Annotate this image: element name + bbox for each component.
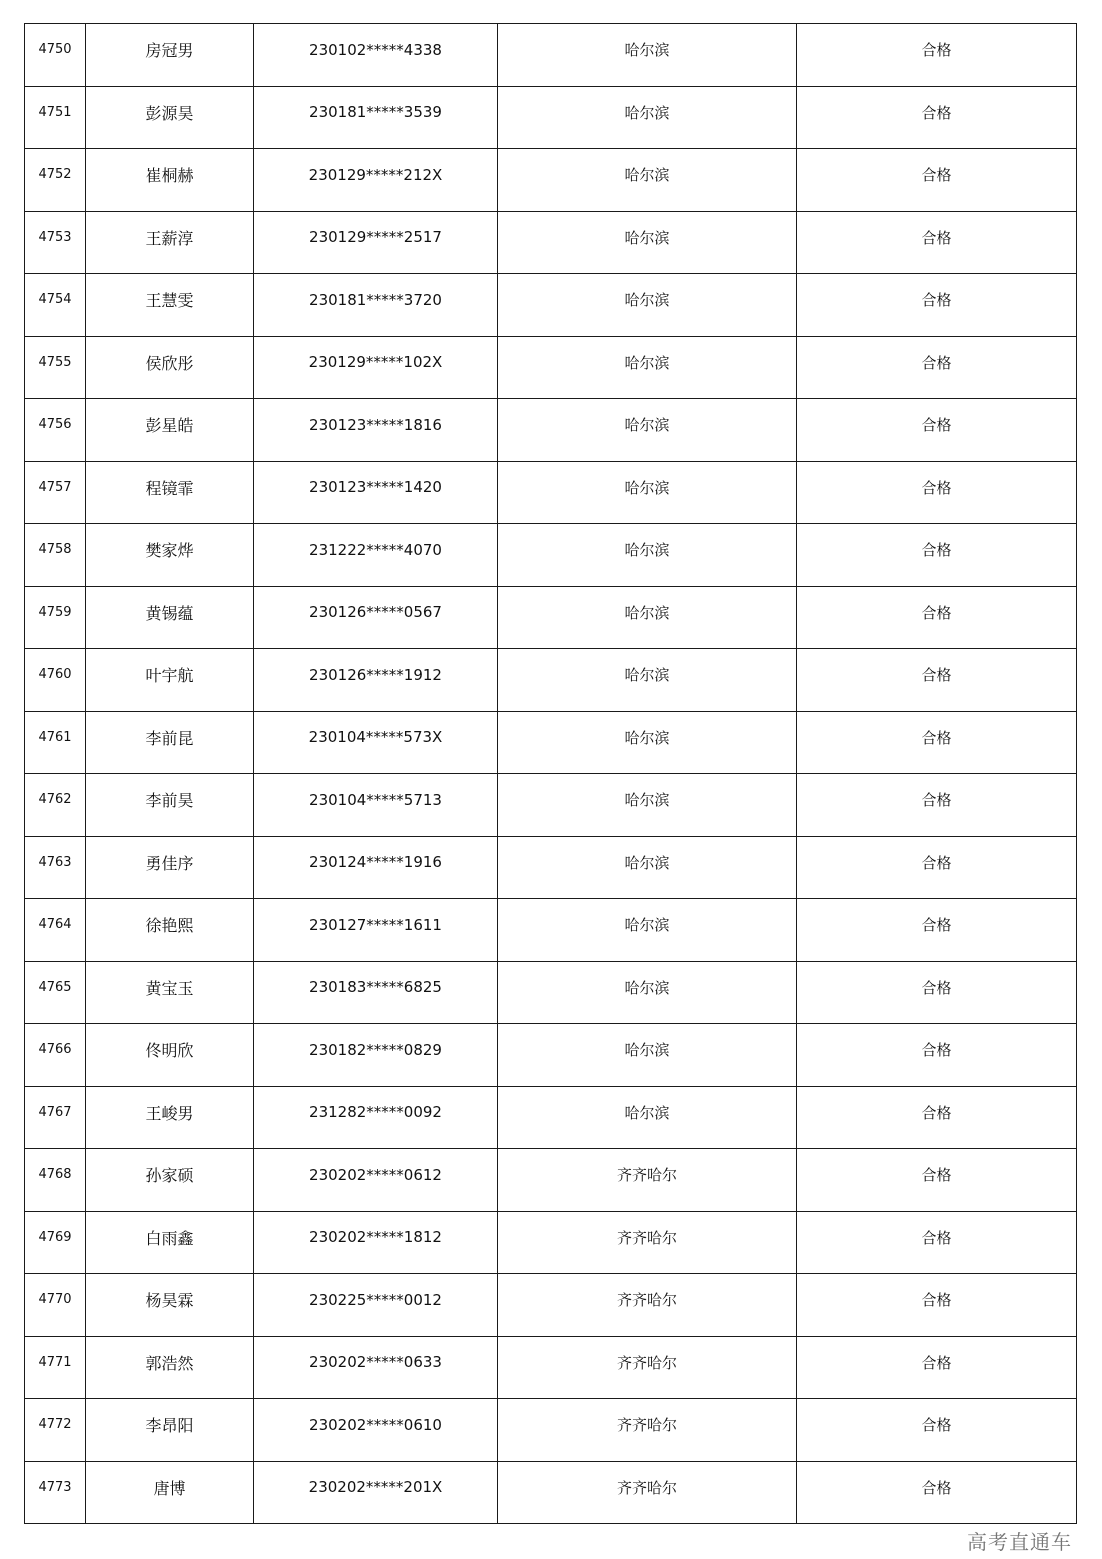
city-cell	[498, 274, 797, 337]
serial-number-cell-text: 4752	[38, 167, 72, 183]
name-cell	[86, 774, 254, 837]
city-cell	[498, 1461, 797, 1524]
name-cell	[86, 899, 254, 962]
result-cell-text: 合格	[921, 1166, 952, 1185]
city-cell-text: 齐齐哈尔	[616, 1353, 677, 1372]
city-cell	[498, 774, 797, 837]
serial-number-cell-text: 4755	[38, 354, 72, 370]
serial-number-cell-text: 4758	[38, 542, 72, 558]
result-cell-text: 合格	[921, 166, 952, 185]
result-cell-text: 合格	[921, 1291, 952, 1310]
id-number-cell	[254, 524, 498, 587]
serial-number-cell-text: 4767	[38, 1104, 72, 1120]
table-row	[25, 1149, 1077, 1212]
serial-number-cell	[25, 461, 86, 524]
result-cell-text: 合格	[921, 1103, 952, 1122]
name-cell	[86, 24, 254, 87]
table-row	[25, 524, 1077, 587]
id-number-cell	[254, 1149, 498, 1212]
serial-number-cell-text: 4754	[38, 292, 72, 308]
city-cell	[498, 336, 797, 399]
id-number-cell-text: 230123*****1816	[309, 415, 442, 434]
id-number-cell-text: 230202*****0612	[309, 1165, 442, 1184]
city-cell-text: 哈尔滨	[624, 1041, 670, 1060]
city-cell-text: 齐齐哈尔	[616, 1228, 677, 1247]
table-row	[25, 336, 1077, 399]
result-cell	[797, 1211, 1077, 1274]
city-cell-text: 齐齐哈尔	[616, 1291, 677, 1310]
id-number-cell	[254, 1336, 498, 1399]
watermark: 高考直通车	[967, 1530, 1072, 1554]
serial-number-cell-text: 4757	[38, 479, 72, 495]
id-number-cell	[254, 774, 498, 837]
name-cell	[86, 1211, 254, 1274]
city-cell-text: 哈尔滨	[624, 103, 670, 122]
city-cell-text: 哈尔滨	[624, 166, 670, 185]
serial-number-cell-text: 4771	[38, 1354, 72, 1370]
result-cell-text: 合格	[921, 1416, 952, 1435]
table-row	[25, 86, 1077, 149]
serial-number-cell	[25, 1399, 86, 1462]
table-row	[25, 461, 1077, 524]
name-cell	[86, 336, 254, 399]
serial-number-cell-text: 4770	[38, 1292, 72, 1308]
id-number-cell	[254, 1461, 498, 1524]
result-cell-text: 合格	[921, 103, 952, 122]
result-cell-text: 合格	[921, 666, 952, 685]
serial-number-cell-text: 4750	[38, 42, 72, 58]
result-cell-text: 合格	[921, 416, 952, 435]
serial-number-cell-text: 4772	[38, 1417, 72, 1433]
serial-number-cell	[25, 1274, 86, 1337]
name-cell-text: 李前昆	[145, 728, 194, 748]
serial-number-cell-text: 4762	[38, 792, 72, 808]
city-cell	[498, 1086, 797, 1149]
result-cell	[797, 836, 1077, 899]
city-cell-text: 哈尔滨	[624, 916, 670, 935]
result-cell-text: 合格	[921, 478, 952, 497]
serial-number-cell	[25, 1461, 86, 1524]
serial-number-cell	[25, 899, 86, 962]
name-cell	[86, 1274, 254, 1337]
table-row	[25, 149, 1077, 212]
city-cell-text: 哈尔滨	[624, 291, 670, 310]
city-cell	[498, 961, 797, 1024]
result-cell	[797, 1461, 1077, 1524]
table-row	[25, 1274, 1077, 1337]
serial-number-cell	[25, 336, 86, 399]
name-cell	[86, 1461, 254, 1524]
serial-number-cell-text: 4766	[38, 1042, 72, 1058]
result-cell-text: 合格	[921, 791, 952, 810]
city-cell-text: 哈尔滨	[624, 791, 670, 810]
city-cell	[498, 211, 797, 274]
serial-number-cell	[25, 1024, 86, 1087]
id-number-cell-text: 230181*****3720	[309, 290, 442, 309]
city-cell-text: 哈尔滨	[624, 478, 670, 497]
id-number-cell-text: 230202*****0633	[309, 1353, 442, 1372]
city-cell	[498, 86, 797, 149]
city-cell	[498, 1024, 797, 1087]
city-cell-text: 哈尔滨	[624, 728, 670, 747]
city-cell	[498, 1211, 797, 1274]
table-row	[25, 836, 1077, 899]
name-cell	[86, 86, 254, 149]
id-number-cell-text: 230182*****0829	[309, 1040, 442, 1059]
id-number-cell	[254, 1086, 498, 1149]
result-cell	[797, 211, 1077, 274]
city-cell	[498, 711, 797, 774]
table-row	[25, 1461, 1077, 1524]
result-cell	[797, 24, 1077, 87]
city-cell-text: 哈尔滨	[624, 541, 670, 560]
city-cell-text: 哈尔滨	[624, 41, 670, 60]
name-cell	[86, 211, 254, 274]
table-row	[25, 1211, 1077, 1274]
name-cell-text: 樊家烨	[145, 541, 194, 561]
result-cell-text: 合格	[921, 853, 952, 872]
name-cell	[86, 649, 254, 712]
id-number-cell-text: 230102*****4338	[309, 40, 442, 59]
result-cell	[797, 586, 1077, 649]
id-number-cell-text: 230127*****1611	[309, 915, 442, 934]
name-cell-text: 唐博	[153, 1478, 186, 1498]
name-cell	[86, 1149, 254, 1212]
name-cell	[86, 961, 254, 1024]
serial-number-cell-text: 4773	[38, 1479, 72, 1495]
result-cell	[797, 1274, 1077, 1337]
result-cell	[797, 1336, 1077, 1399]
result-cell	[797, 774, 1077, 837]
id-number-cell-text: 230104*****5713	[309, 790, 442, 809]
id-number-cell-text: 230129*****2517	[309, 228, 442, 247]
id-number-cell	[254, 586, 498, 649]
table-row	[25, 274, 1077, 337]
name-cell-text: 叶宇航	[145, 666, 194, 686]
result-cell	[797, 649, 1077, 712]
name-cell-text: 黄锡蕴	[145, 603, 194, 623]
name-cell	[86, 461, 254, 524]
result-cell-text: 合格	[921, 1353, 952, 1372]
serial-number-cell	[25, 961, 86, 1024]
name-cell	[86, 711, 254, 774]
name-cell	[86, 274, 254, 337]
city-cell	[498, 836, 797, 899]
result-cell-text: 合格	[921, 353, 952, 372]
result-cell-text: 合格	[921, 291, 952, 310]
serial-number-cell	[25, 1211, 86, 1274]
result-cell	[797, 1399, 1077, 1462]
city-cell	[498, 899, 797, 962]
city-cell	[498, 461, 797, 524]
name-cell-text: 孙家硕	[145, 1166, 194, 1186]
result-cell	[797, 399, 1077, 462]
result-cell-text: 合格	[921, 978, 952, 997]
name-cell	[86, 1086, 254, 1149]
id-number-cell	[254, 211, 498, 274]
result-cell-text: 合格	[921, 228, 952, 247]
name-cell-text: 佟明欣	[145, 1041, 194, 1061]
city-cell-text: 哈尔滨	[624, 228, 670, 247]
name-cell-text: 黄宝玉	[145, 978, 194, 998]
serial-number-cell	[25, 399, 86, 462]
serial-number-cell-text: 4769	[38, 1229, 72, 1245]
name-cell	[86, 1336, 254, 1399]
name-cell-text: 勇佳序	[145, 853, 194, 873]
name-cell-text: 王慧雯	[145, 291, 194, 311]
result-cell	[797, 149, 1077, 212]
serial-number-cell-text: 4756	[38, 417, 72, 433]
result-cell	[797, 711, 1077, 774]
table-row	[25, 711, 1077, 774]
city-cell-text: 哈尔滨	[624, 603, 670, 622]
serial-number-cell-text: 4761	[38, 729, 72, 745]
id-number-cell-text: 230202*****0610	[309, 1415, 442, 1434]
serial-number-cell	[25, 524, 86, 587]
result-cell	[797, 899, 1077, 962]
table-row	[25, 1086, 1077, 1149]
name-cell-text: 彭星皓	[145, 416, 194, 436]
serial-number-cell-text: 4764	[38, 917, 72, 933]
serial-number-cell	[25, 86, 86, 149]
name-cell-text: 杨昊霖	[145, 1291, 194, 1311]
serial-number-cell-text: 4751	[38, 104, 72, 120]
table-row	[25, 24, 1077, 87]
roster-table	[24, 23, 1077, 1524]
serial-number-cell-text: 4759	[38, 604, 72, 620]
result-cell-text: 合格	[921, 916, 952, 935]
id-number-cell-text: 230183*****6825	[309, 978, 442, 997]
name-cell	[86, 586, 254, 649]
result-cell	[797, 1024, 1077, 1087]
city-cell	[498, 586, 797, 649]
id-number-cell-text: 230129*****212X	[308, 165, 443, 184]
city-cell	[498, 1149, 797, 1212]
serial-number-cell	[25, 1086, 86, 1149]
name-cell-text: 彭源昊	[145, 103, 194, 123]
name-cell	[86, 836, 254, 899]
table-row	[25, 899, 1077, 962]
id-number-cell	[254, 1399, 498, 1462]
id-number-cell-text: 231282*****0092	[309, 1103, 442, 1122]
serial-number-cell-text: 4753	[38, 229, 72, 245]
name-cell-text: 李前昊	[145, 791, 194, 811]
result-cell	[797, 524, 1077, 587]
serial-number-cell	[25, 1149, 86, 1212]
serial-number-cell-text: 4763	[38, 854, 72, 870]
id-number-cell-text: 230126*****1912	[309, 665, 442, 684]
city-cell	[498, 1399, 797, 1462]
id-number-cell-text: 230126*****0567	[309, 603, 442, 622]
id-number-cell-text: 230225*****0012	[309, 1290, 442, 1309]
table-row	[25, 399, 1077, 462]
name-cell-text: 崔桐赫	[145, 166, 194, 186]
name-cell-text: 白雨鑫	[145, 1228, 194, 1248]
id-number-cell-text: 231222*****4070	[309, 540, 442, 559]
table-row	[25, 1336, 1077, 1399]
id-number-cell-text: 230124*****1916	[309, 853, 442, 872]
id-number-cell-text: 230104*****573X	[308, 728, 443, 747]
name-cell-text: 王薪淳	[145, 228, 194, 248]
result-cell-text: 合格	[921, 728, 952, 747]
city-cell-text: 哈尔滨	[624, 353, 670, 372]
city-cell-text: 哈尔滨	[624, 1103, 670, 1122]
result-cell-text: 合格	[921, 541, 952, 560]
id-number-cell	[254, 1024, 498, 1087]
table-row	[25, 211, 1077, 274]
serial-number-cell-text: 4765	[38, 979, 72, 995]
result-cell-text: 合格	[921, 1041, 952, 1060]
city-cell	[498, 524, 797, 587]
result-cell	[797, 336, 1077, 399]
name-cell	[86, 524, 254, 587]
name-cell-text: 房冠男	[145, 41, 194, 61]
city-cell	[498, 149, 797, 212]
result-cell	[797, 274, 1077, 337]
serial-number-cell-text: 4760	[38, 667, 72, 683]
serial-number-cell	[25, 774, 86, 837]
table-row	[25, 774, 1077, 837]
result-cell-text: 合格	[921, 1478, 952, 1497]
id-number-cell	[254, 836, 498, 899]
serial-number-cell	[25, 836, 86, 899]
serial-number-cell	[25, 149, 86, 212]
table-row	[25, 961, 1077, 1024]
id-number-cell	[254, 1274, 498, 1337]
city-cell	[498, 1336, 797, 1399]
id-number-cell	[254, 649, 498, 712]
roster-table-body	[25, 24, 1077, 1524]
name-cell	[86, 399, 254, 462]
id-number-cell-text: 230123*****1420	[309, 478, 442, 497]
city-cell-text: 齐齐哈尔	[616, 1166, 677, 1185]
serial-number-cell	[25, 711, 86, 774]
name-cell	[86, 1024, 254, 1087]
id-number-cell	[254, 899, 498, 962]
name-cell-text: 李昂阳	[145, 1416, 194, 1436]
result-cell-text: 合格	[921, 603, 952, 622]
name-cell-text: 徐艳熙	[145, 916, 194, 936]
result-cell	[797, 1086, 1077, 1149]
serial-number-cell-text: 4768	[38, 1167, 72, 1183]
city-cell	[498, 399, 797, 462]
name-cell-text: 侯欣彤	[145, 353, 194, 373]
city-cell-text: 哈尔滨	[624, 978, 670, 997]
city-cell	[498, 24, 797, 87]
serial-number-cell	[25, 649, 86, 712]
result-cell	[797, 1149, 1077, 1212]
serial-number-cell	[25, 274, 86, 337]
id-number-cell-text: 230202*****1812	[309, 1228, 442, 1247]
id-number-cell	[254, 274, 498, 337]
table-row	[25, 1024, 1077, 1087]
id-number-cell	[254, 86, 498, 149]
table-row	[25, 586, 1077, 649]
city-cell-text: 哈尔滨	[624, 416, 670, 435]
serial-number-cell	[25, 1336, 86, 1399]
table-row	[25, 1399, 1077, 1462]
name-cell-text: 程镜霏	[145, 478, 194, 498]
result-cell-text: 合格	[921, 41, 952, 60]
result-cell	[797, 86, 1077, 149]
id-number-cell-text: 230129*****102X	[308, 353, 443, 372]
name-cell-text: 郭浩然	[145, 1353, 194, 1373]
id-number-cell	[254, 149, 498, 212]
city-cell	[498, 649, 797, 712]
city-cell-text: 齐齐哈尔	[616, 1416, 677, 1435]
id-number-cell	[254, 961, 498, 1024]
result-cell	[797, 461, 1077, 524]
result-cell	[797, 961, 1077, 1024]
id-number-cell-text: 230181*****3539	[309, 103, 442, 122]
result-cell-text: 合格	[921, 1228, 952, 1247]
city-cell-text: 齐齐哈尔	[616, 1478, 677, 1497]
id-number-cell-text: 230202*****201X	[308, 1478, 443, 1497]
name-cell-text: 王峻男	[145, 1103, 194, 1123]
city-cell	[498, 1274, 797, 1337]
serial-number-cell	[25, 211, 86, 274]
name-cell	[86, 1399, 254, 1462]
serial-number-cell	[25, 586, 86, 649]
serial-number-cell	[25, 24, 86, 87]
id-number-cell	[254, 336, 498, 399]
id-number-cell	[254, 399, 498, 462]
city-cell-text: 哈尔滨	[624, 853, 670, 872]
id-number-cell	[254, 461, 498, 524]
name-cell	[86, 149, 254, 212]
id-number-cell	[254, 24, 498, 87]
id-number-cell	[254, 711, 498, 774]
table-row	[25, 649, 1077, 712]
id-number-cell	[254, 1211, 498, 1274]
city-cell-text: 哈尔滨	[624, 666, 670, 685]
